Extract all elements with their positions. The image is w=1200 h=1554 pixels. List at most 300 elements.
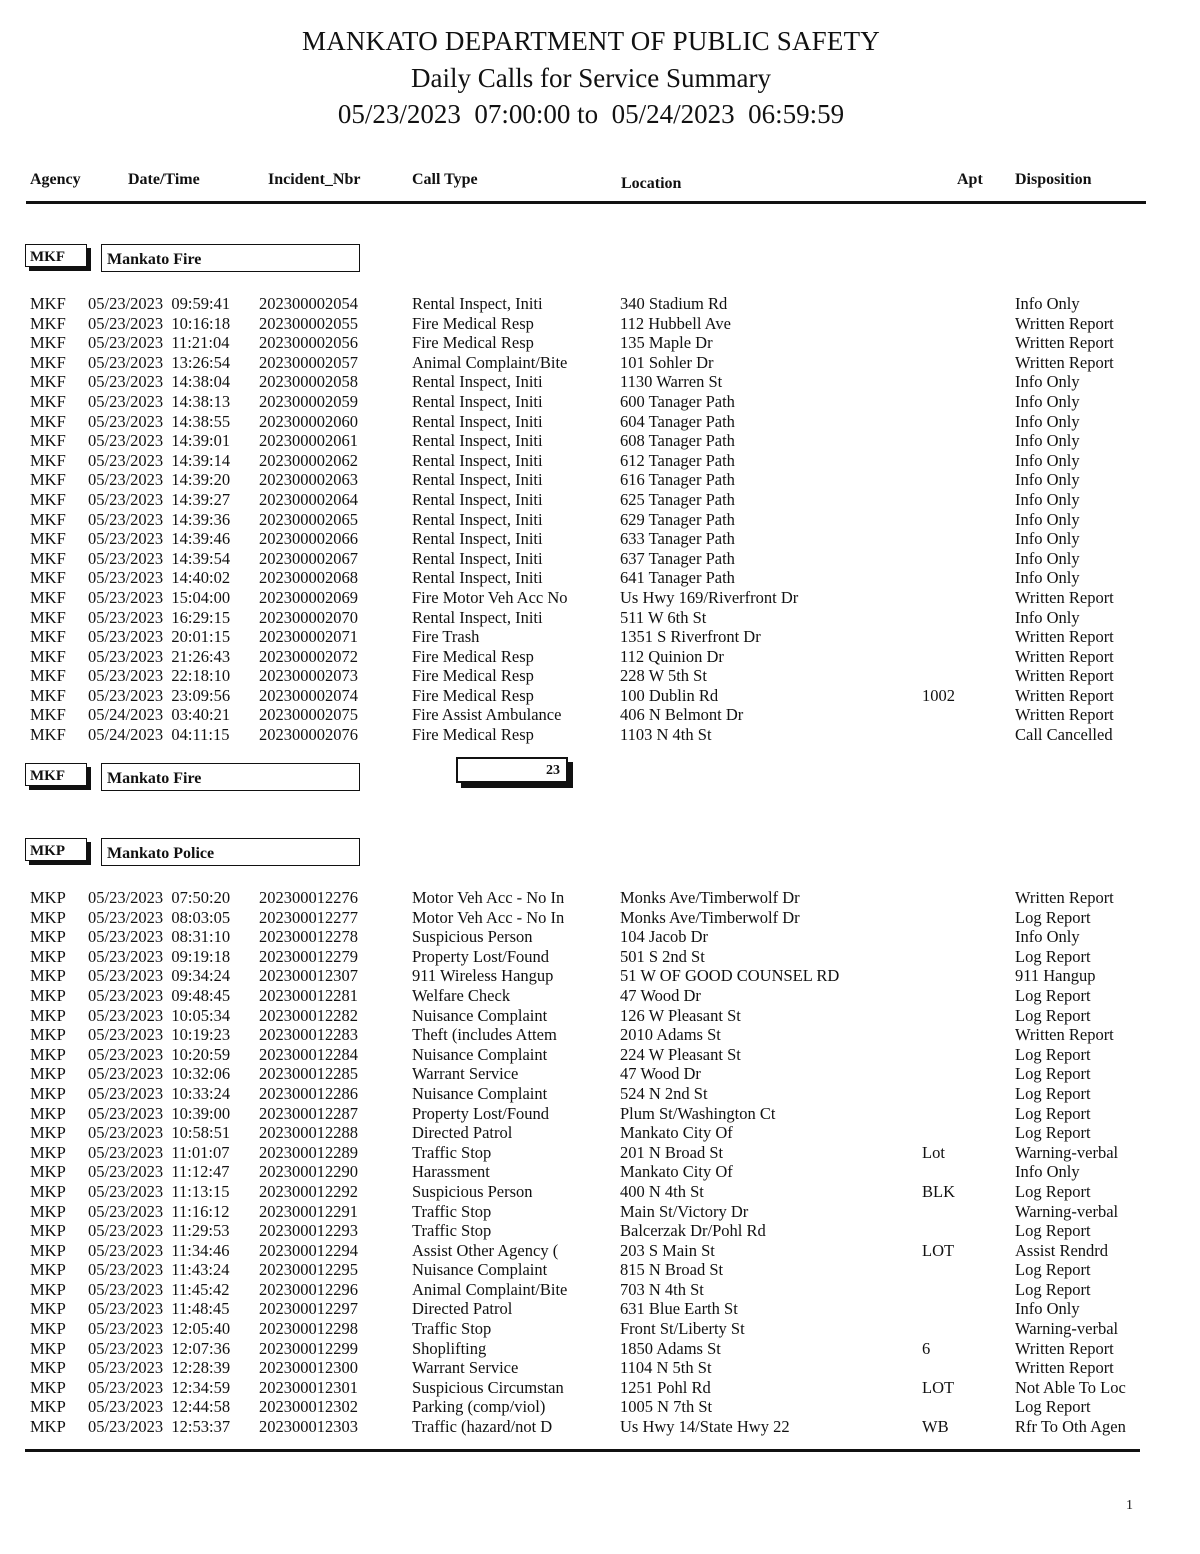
call-type-cell: Rental Inspect, Initi	[412, 372, 543, 392]
table-row	[0, 947, 1200, 967]
table-row	[0, 1123, 1200, 1143]
incident-cell: 202300002062	[259, 450, 358, 470]
call-type-cell: Property Lost/Found	[412, 1103, 550, 1123]
police-agency-code: MKP	[25, 838, 87, 861]
incident-cell: 202300012279	[259, 946, 358, 966]
incident-cell: 202300002054	[259, 294, 358, 313]
datetime-cell: 05/23/2023 12:28:39	[88, 1358, 231, 1378]
location-cell: 201 N Broad St	[620, 1142, 724, 1162]
incident-cell: 202300012292	[259, 1181, 358, 1201]
datetime-cell: 05/23/2023 11:34:46	[88, 1240, 230, 1260]
datetime-cell: 05/23/2023 14:39:20	[88, 470, 231, 490]
disposition-cell: Info Only	[1015, 1299, 1080, 1319]
disposition-cell: Written Report	[1015, 313, 1114, 333]
location-cell: 100 Dublin Rd	[620, 685, 719, 705]
incident-cell: 202300012294	[259, 1240, 358, 1260]
call-type-cell: Fire Medical Resp	[412, 685, 534, 705]
disposition-cell: Written Report	[1015, 646, 1114, 666]
datetime-cell: 05/23/2023 14:39:46	[88, 529, 231, 549]
agency-cell: MKP	[30, 1201, 66, 1221]
agency-cell: MKF	[30, 372, 66, 392]
agency-cell: MKP	[30, 1397, 66, 1417]
location-cell: Main St/Victory Dr	[620, 1201, 749, 1221]
apt-cell: LOT	[922, 1377, 955, 1397]
datetime-cell: 05/23/2023 08:03:05	[88, 907, 231, 927]
incident-cell: 202300002072	[259, 646, 358, 666]
table-row	[0, 1143, 1200, 1163]
datetime-cell: 05/23/2023 12:44:58	[88, 1397, 231, 1417]
table-row	[0, 725, 1200, 745]
disposition-cell: Info Only	[1015, 607, 1080, 627]
agency-cell: MKP	[30, 1025, 66, 1045]
call-type-cell: Rental Inspect, Initi	[412, 607, 543, 627]
datetime-cell: 05/23/2023 15:04:00	[88, 587, 231, 607]
call-type-cell: Warrant Service	[412, 1358, 519, 1378]
location-cell: 641 Tanager Path	[620, 568, 735, 588]
call-type-cell: Rental Inspect, Initi	[412, 548, 543, 568]
table-row	[0, 666, 1200, 686]
disposition-cell: Written Report	[1015, 705, 1114, 725]
incident-cell: 202300012277	[259, 907, 358, 927]
fire-agency-name: Mankato Fire	[101, 244, 360, 272]
agency-cell: MKF	[30, 685, 66, 705]
datetime-cell: 05/23/2023 11:45:42	[88, 1279, 230, 1299]
table-row	[0, 1260, 1200, 1280]
location-cell: Us Hwy 14/State Hwy 22	[620, 1417, 790, 1437]
call-type-cell: Nuisance Complaint	[412, 1260, 548, 1280]
disposition-cell: Log Report	[1015, 1260, 1091, 1280]
table-row	[0, 1397, 1200, 1417]
agency-cell: MKF	[30, 313, 66, 333]
apt-cell: LOT	[922, 1240, 955, 1260]
agency-cell: MKP	[30, 966, 66, 986]
location-cell: 608 Tanager Path	[620, 431, 735, 451]
datetime-cell: 05/23/2023 14:39:01	[88, 431, 231, 451]
datetime-cell: 05/23/2023 14:39:14	[88, 450, 231, 470]
location-cell: 228 W 5th St	[620, 666, 707, 686]
fire-call-count: 23	[456, 757, 568, 783]
disposition-cell: Log Report	[1015, 1123, 1091, 1143]
table-row	[0, 1417, 1200, 1437]
datetime-cell: 05/23/2023 12:53:37	[88, 1417, 231, 1437]
incident-cell: 202300012303	[259, 1417, 358, 1437]
call-type-cell: Rental Inspect, Initi	[412, 391, 543, 411]
table-row	[0, 705, 1200, 725]
agency-cell: MKF	[30, 627, 66, 647]
call-type-cell: Directed Patrol	[412, 1123, 513, 1143]
datetime-cell: 05/23/2023 07:50:20	[88, 888, 231, 907]
table-row	[0, 1319, 1200, 1339]
table-row	[0, 588, 1200, 608]
disposition-cell: Log Report	[1015, 1103, 1091, 1123]
table-row	[0, 510, 1200, 530]
location-cell: Us Hwy 169/Riverfront Dr	[620, 587, 799, 607]
disposition-cell: Info Only	[1015, 431, 1080, 451]
incident-cell: 202300002058	[259, 372, 358, 392]
datetime-cell: 05/23/2023 10:19:23	[88, 1025, 231, 1045]
table-row	[0, 647, 1200, 667]
location-cell: 629 Tanager Path	[620, 509, 735, 529]
disposition-cell: Log Report	[1015, 1083, 1091, 1103]
agency-cell: MKF	[30, 607, 66, 627]
call-type-cell: Fire Assist Ambulance	[412, 705, 562, 725]
datetime-cell: 05/23/2023 14:38:13	[88, 391, 231, 411]
datetime-cell: 05/23/2023 13:26:54	[88, 352, 231, 372]
report-title: Daily Calls for Service Summary	[411, 63, 771, 93]
incident-cell: 202300002066	[259, 529, 358, 549]
disposition-cell: Log Report	[1015, 1397, 1091, 1417]
agency-cell: MKP	[30, 1417, 66, 1437]
incident-cell: 202300012302	[259, 1397, 358, 1417]
disposition-cell: Log Report	[1015, 907, 1091, 927]
incident-cell: 202300002073	[259, 666, 358, 686]
fire-footer-agency-name: Mankato Fire	[101, 763, 360, 791]
disposition-cell: Written Report	[1015, 1358, 1114, 1378]
agency-cell: MKF	[30, 529, 66, 549]
datetime-cell: 05/23/2023 14:40:02	[88, 568, 231, 588]
call-type-cell: Nuisance Complaint	[412, 1005, 548, 1025]
agency-cell: MKP	[30, 888, 66, 907]
column-header-apt: Apt	[957, 171, 983, 188]
disposition-cell: Written Report	[1015, 352, 1114, 372]
disposition-cell: Written Report	[1015, 333, 1114, 353]
fire-call-list	[0, 294, 1200, 745]
incident-cell: 202300002071	[259, 627, 358, 647]
agency-cell: MKF	[30, 568, 66, 588]
incident-cell: 202300002063	[259, 470, 358, 490]
table-row	[0, 1006, 1200, 1026]
disposition-cell: Info Only	[1015, 548, 1080, 568]
location-cell: 631 Blue Earth St	[620, 1299, 738, 1319]
location-cell: 126 W Pleasant St	[620, 1005, 741, 1025]
call-type-cell: Traffic Stop	[412, 1319, 492, 1339]
call-type-cell: Fire Medical Resp	[412, 646, 534, 666]
agency-cell: MKP	[30, 1338, 66, 1358]
report-date-range: 05/23/2023 07:00:00 to 05/24/2023 06:59:59	[337, 99, 845, 129]
disposition-cell: Log Report	[1015, 1279, 1091, 1299]
disposition-cell: Log Report	[1015, 1181, 1091, 1201]
report-org-title: MANKATO DEPARTMENT OF PUBLIC SAFETY	[302, 26, 880, 56]
disposition-cell: Info Only	[1015, 509, 1080, 529]
location-cell: 1104 N 5th St	[620, 1358, 712, 1378]
location-cell: 406 N Belmont Dr	[620, 705, 744, 725]
column-header-incident: Incident_Nbr	[268, 171, 361, 188]
location-cell: 135 Maple Dr	[620, 333, 713, 353]
datetime-cell: 05/23/2023 09:48:45	[88, 985, 231, 1005]
table-row	[0, 412, 1200, 432]
disposition-cell: Written Report	[1015, 1338, 1114, 1358]
incident-cell: 202300012300	[259, 1358, 358, 1378]
disposition-cell: Written Report	[1015, 666, 1114, 686]
table-row	[0, 549, 1200, 569]
agency-cell: MKF	[30, 450, 66, 470]
agency-cell: MKP	[30, 1142, 66, 1162]
incident-cell: 202300002076	[259, 725, 358, 745]
incident-cell: 202300012290	[259, 1162, 358, 1182]
location-cell: 203 S Main St	[620, 1240, 715, 1260]
location-cell: 400 N 4th St	[620, 1181, 704, 1201]
apt-cell: 6	[922, 1338, 931, 1358]
police-agency-name: Mankato Police	[101, 838, 360, 866]
location-cell: 2010 Adams St	[620, 1025, 721, 1045]
table-row	[0, 1202, 1200, 1222]
agency-cell: MKP	[30, 907, 66, 927]
call-type-cell: Nuisance Complaint	[412, 1044, 548, 1064]
disposition-cell: Written Report	[1015, 1025, 1114, 1045]
call-type-cell: Traffic (hazard/not D	[412, 1417, 553, 1437]
incident-cell: 202300012288	[259, 1123, 358, 1143]
datetime-cell: 05/24/2023 03:40:21	[88, 705, 231, 725]
location-cell: 1103 N 4th St	[620, 725, 712, 745]
location-cell: 47 Wood Dr	[620, 985, 701, 1005]
call-type-cell: Rental Inspect, Initi	[412, 529, 543, 549]
disposition-cell: Log Report	[1015, 946, 1091, 966]
location-cell: 616 Tanager Path	[620, 470, 735, 490]
incident-cell: 202300012297	[259, 1299, 358, 1319]
incident-cell: 202300012291	[259, 1201, 358, 1221]
incident-cell: 202300012281	[259, 985, 358, 1005]
table-row	[0, 1378, 1200, 1398]
agency-cell: MKP	[30, 1221, 66, 1241]
call-type-cell: Animal Complaint/Bite	[412, 1279, 568, 1299]
agency-cell: MKF	[30, 509, 66, 529]
location-cell: Front St/Liberty St	[620, 1319, 745, 1339]
incident-cell: 202300002070	[259, 607, 358, 627]
datetime-cell: 05/23/2023 20:01:15	[88, 627, 231, 647]
disposition-cell: Written Report	[1015, 685, 1114, 705]
agency-cell: MKP	[30, 1064, 66, 1084]
datetime-cell: 05/23/2023 11:01:07	[88, 1142, 230, 1162]
call-type-cell: Welfare Check	[412, 985, 511, 1005]
table-row	[0, 1182, 1200, 1202]
datetime-cell: 05/23/2023 11:48:45	[88, 1299, 230, 1319]
apt-cell: Lot	[922, 1142, 945, 1162]
agency-cell: MKF	[30, 333, 66, 353]
location-cell: 1850 Adams St	[620, 1338, 721, 1358]
call-type-cell: Harassment	[412, 1162, 490, 1182]
disposition-cell: Warning-verbal	[1015, 1201, 1119, 1221]
incident-cell: 202300002075	[259, 705, 358, 725]
datetime-cell: 05/23/2023 10:20:59	[88, 1044, 231, 1064]
disposition-cell: Info Only	[1015, 372, 1080, 392]
location-cell: 612 Tanager Path	[620, 450, 735, 470]
disposition-cell: Assist Rendrd	[1015, 1240, 1109, 1260]
call-type-cell: Rental Inspect, Initi	[412, 450, 543, 470]
location-cell: 637 Tanager Path	[620, 548, 735, 568]
location-cell: Mankato City Of	[620, 1162, 733, 1182]
disposition-cell: Warning-verbal	[1015, 1142, 1119, 1162]
call-type-cell: Warrant Service	[412, 1064, 519, 1084]
call-type-cell: Nuisance Complaint	[412, 1083, 548, 1103]
location-cell: 47 Wood Dr	[620, 1064, 701, 1084]
call-type-cell: Suspicious Circumstan	[412, 1377, 564, 1397]
disposition-cell: Rfr To Oth Agen	[1015, 1417, 1126, 1437]
column-header-disposition: Disposition	[1015, 171, 1092, 188]
call-type-cell: Motor Veh Acc - No In	[412, 888, 565, 907]
call-type-cell: Rental Inspect, Initi	[412, 470, 543, 490]
location-cell: 625 Tanager Path	[620, 489, 735, 509]
incident-cell: 202300012299	[259, 1338, 358, 1358]
table-row	[0, 1084, 1200, 1104]
datetime-cell: 05/23/2023 11:16:12	[88, 1201, 230, 1221]
disposition-cell: Info Only	[1015, 411, 1080, 431]
call-type-cell: Suspicious Person	[412, 927, 533, 947]
disposition-cell: Written Report	[1015, 627, 1114, 647]
table-row	[0, 314, 1200, 334]
table-row	[0, 1299, 1200, 1319]
table-row	[0, 372, 1200, 392]
datetime-cell: 05/23/2023 14:39:54	[88, 548, 231, 568]
location-cell: 524 N 2nd St	[620, 1083, 708, 1103]
incident-cell: 202300012287	[259, 1103, 358, 1123]
datetime-cell: 05/23/2023 12:07:36	[88, 1338, 231, 1358]
datetime-cell: 05/23/2023 11:12:47	[88, 1162, 230, 1182]
incident-cell: 202300012295	[259, 1260, 358, 1280]
agency-cell: MKP	[30, 1181, 66, 1201]
disposition-cell: Info Only	[1015, 450, 1080, 470]
agency-cell: MKP	[30, 1162, 66, 1182]
incident-cell: 202300012282	[259, 1005, 358, 1025]
table-row	[0, 1025, 1200, 1045]
disposition-cell: Written Report	[1015, 587, 1114, 607]
agency-cell: MKP	[30, 946, 66, 966]
call-type-cell: Fire Medical Resp	[412, 666, 534, 686]
incident-cell: 202300012278	[259, 927, 358, 947]
agency-cell: MKF	[30, 294, 66, 313]
agency-cell: MKP	[30, 1358, 66, 1378]
call-type-cell: Rental Inspect, Initi	[412, 509, 543, 529]
call-type-cell: Traffic Stop	[412, 1221, 492, 1241]
call-type-cell: Rental Inspect, Initi	[412, 489, 543, 509]
fire-footer-agency-code: MKF	[25, 763, 87, 786]
location-cell: 224 W Pleasant St	[620, 1044, 741, 1064]
agency-cell: MKF	[30, 489, 66, 509]
call-type-cell: Rental Inspect, Initi	[412, 294, 543, 313]
disposition-cell: Warning-verbal	[1015, 1319, 1119, 1339]
disposition-cell: Info Only	[1015, 568, 1080, 588]
datetime-cell: 05/23/2023 11:29:53	[88, 1221, 230, 1241]
location-cell: 501 S 2nd St	[620, 946, 705, 966]
location-cell: 101 Sohler Dr	[620, 352, 714, 372]
agency-cell: MKP	[30, 1083, 66, 1103]
incident-cell: 202300012286	[259, 1083, 358, 1103]
agency-cell: MKF	[30, 352, 66, 372]
location-cell: 703 N 4th St	[620, 1279, 704, 1299]
location-cell: Monks Ave/Timberwolf Dr	[620, 907, 800, 927]
apt-cell: BLK	[922, 1181, 955, 1201]
incident-cell: 202300012298	[259, 1319, 358, 1339]
disposition-cell: Info Only	[1015, 470, 1080, 490]
location-cell: 1130 Warren St	[620, 372, 723, 392]
table-row	[0, 908, 1200, 928]
location-cell: 1251 Pohl Rd	[620, 1377, 711, 1397]
call-type-cell: Rental Inspect, Initi	[412, 431, 543, 451]
agency-cell: MKF	[30, 725, 66, 745]
disposition-cell: 911 Hangup	[1015, 966, 1096, 986]
disposition-cell: Info Only	[1015, 391, 1080, 411]
incident-cell: 202300002057	[259, 352, 358, 372]
table-row	[0, 431, 1200, 451]
table-row	[0, 1064, 1200, 1084]
table-row	[0, 966, 1200, 986]
apt-cell: WB	[922, 1417, 949, 1437]
location-cell: 1351 S Riverfront Dr	[620, 627, 761, 647]
disposition-cell: Info Only	[1015, 489, 1080, 509]
incident-cell: 202300002056	[259, 333, 358, 353]
call-type-cell: 911 Wireless Hangup	[412, 966, 554, 986]
disposition-cell: Info Only	[1015, 529, 1080, 549]
incident-cell: 202300012276	[259, 888, 358, 907]
datetime-cell: 05/23/2023 14:38:55	[88, 411, 231, 431]
location-cell: 340 Stadium Rd	[620, 294, 728, 313]
location-cell: 600 Tanager Path	[620, 391, 735, 411]
agency-cell: MKP	[30, 927, 66, 947]
location-cell: 815 N Broad St	[620, 1260, 724, 1280]
datetime-cell: 05/23/2023 21:26:43	[88, 646, 231, 666]
agency-cell: MKF	[30, 470, 66, 490]
column-header-datetime: Date/Time	[128, 171, 200, 188]
table-row	[0, 1104, 1200, 1124]
location-cell: 104 Jacob Dr	[620, 927, 708, 947]
incident-cell: 202300002061	[259, 431, 358, 451]
disposition-cell: Log Report	[1015, 1044, 1091, 1064]
location-cell: 511 W 6th St	[620, 607, 707, 627]
agency-cell: MKP	[30, 1319, 66, 1339]
call-type-cell: Theft (includes Attem	[412, 1025, 557, 1045]
disposition-cell: Info Only	[1015, 1162, 1080, 1182]
datetime-cell: 05/23/2023 12:05:40	[88, 1319, 231, 1339]
table-row	[0, 1280, 1200, 1300]
agency-cell: MKP	[30, 1044, 66, 1064]
table-row	[0, 451, 1200, 471]
call-type-cell: Fire Medical Resp	[412, 313, 534, 333]
table-row	[0, 1358, 1200, 1378]
agency-cell: MKP	[30, 985, 66, 1005]
datetime-cell: 05/23/2023 14:39:27	[88, 489, 231, 509]
call-type-cell: Traffic Stop	[412, 1201, 492, 1221]
table-row	[0, 470, 1200, 490]
call-type-cell: Motor Veh Acc - No In	[412, 907, 565, 927]
incident-cell: 202300002060	[259, 411, 358, 431]
column-header-location: Location	[621, 175, 682, 192]
call-type-cell: Property Lost/Found	[412, 946, 550, 966]
fire-agency-code: MKF	[25, 244, 87, 267]
call-type-cell: Animal Complaint/Bite	[412, 352, 568, 372]
disposition-cell: Log Report	[1015, 1064, 1091, 1084]
call-type-cell: Traffic Stop	[412, 1142, 492, 1162]
agency-cell: MKF	[30, 587, 66, 607]
agency-cell: MKP	[30, 1103, 66, 1123]
table-row	[0, 927, 1200, 947]
location-cell: Monks Ave/Timberwolf Dr	[620, 888, 800, 907]
agency-cell: MKP	[30, 1279, 66, 1299]
column-header-call-type: Call Type	[412, 171, 478, 188]
datetime-cell: 05/23/2023 09:34:24	[88, 966, 231, 986]
footer-divider	[25, 1449, 1140, 1452]
table-row	[0, 392, 1200, 412]
datetime-cell: 05/23/2023 10:05:34	[88, 1005, 231, 1025]
location-cell: 633 Tanager Path	[620, 529, 735, 549]
datetime-cell: 05/23/2023 11:21:04	[88, 333, 230, 353]
agency-cell: MKP	[30, 1240, 66, 1260]
table-row	[0, 1045, 1200, 1065]
datetime-cell: 05/23/2023 11:13:15	[88, 1181, 230, 1201]
location-cell: 51 W OF GOOD COUNSEL RD	[620, 966, 840, 986]
call-type-cell: Fire Medical Resp	[412, 725, 534, 745]
location-cell: Balcerzak Dr/Pohl Rd	[620, 1221, 766, 1241]
location-cell: 112 Hubbell Ave	[620, 313, 731, 333]
disposition-cell: Written Report	[1015, 888, 1114, 907]
